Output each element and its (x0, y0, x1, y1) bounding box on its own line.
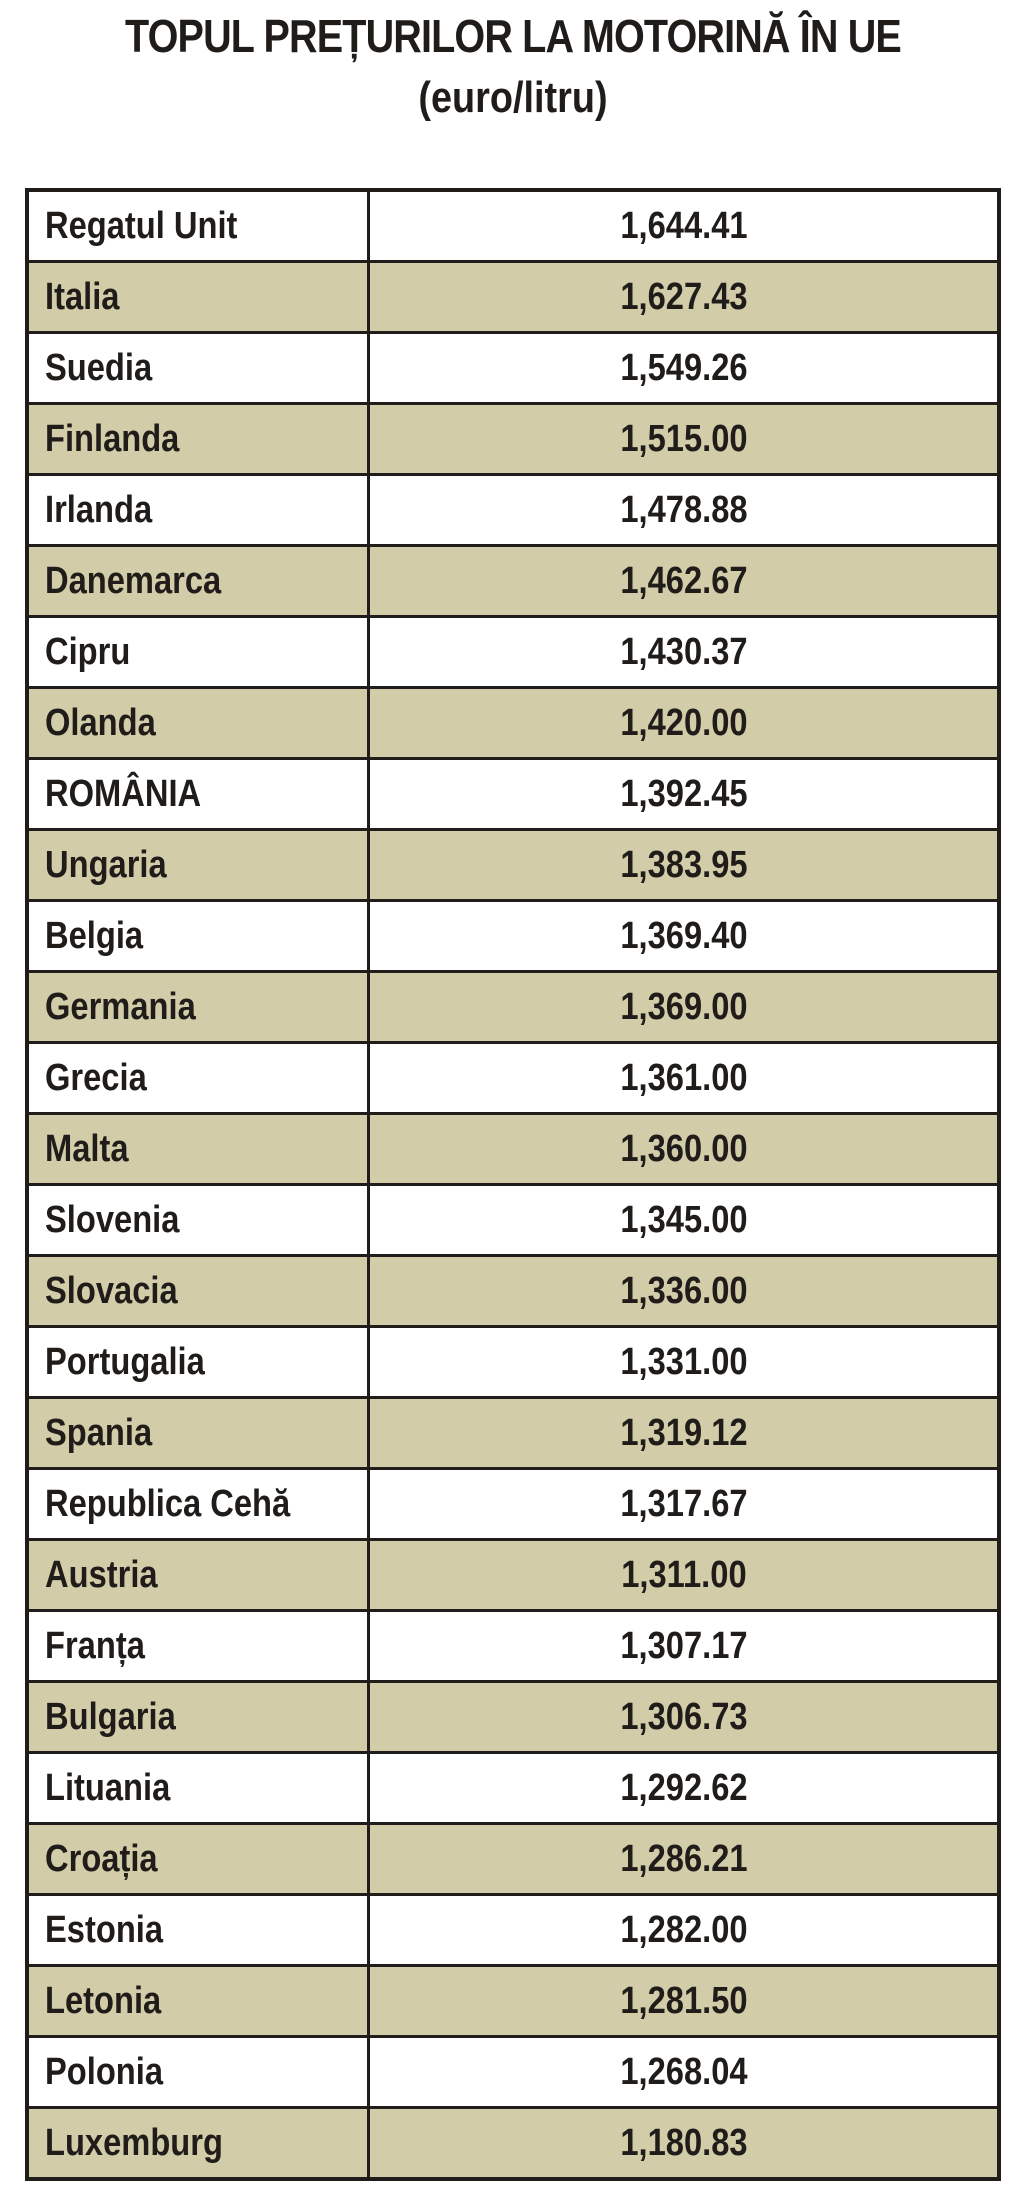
country-cell (29, 760, 370, 828)
price-cell (370, 1399, 997, 1467)
country-label: Ungaria (45, 843, 167, 886)
country-label: Suedia (45, 346, 153, 389)
price-value: 1,180.83 (619, 2121, 748, 2164)
country-cell (29, 1186, 370, 1254)
price-value: 1,430.37 (619, 630, 748, 673)
table-row (29, 263, 997, 334)
country-cell (29, 1541, 370, 1609)
country-cell (29, 1896, 370, 1964)
price-value: 1,644.41 (619, 204, 748, 247)
price-cell (370, 192, 997, 260)
price-cell (370, 902, 997, 970)
price-cell (370, 973, 997, 1041)
table-row (29, 1399, 997, 1470)
price-cell (370, 476, 997, 544)
price-value: 1,462.67 (619, 559, 748, 602)
country-cell (29, 1825, 370, 1893)
table-row (29, 1186, 997, 1257)
country-label: Slovacia (45, 1269, 178, 1312)
country-cell (29, 1683, 370, 1751)
table-row (29, 1754, 997, 1825)
price-value: 1,361.00 (619, 1056, 748, 1099)
country-cell (29, 192, 370, 260)
price-value: 1,281.50 (619, 1979, 748, 2022)
price-cell (370, 1541, 997, 1609)
country-cell (29, 1967, 370, 2035)
table-row (29, 1470, 997, 1541)
table-row (29, 831, 997, 902)
price-value: 1,360.00 (619, 1127, 748, 1170)
table-row (29, 2038, 997, 2109)
table-row (29, 689, 997, 760)
price-cell (370, 1044, 997, 1112)
table-row (29, 2109, 997, 2181)
country-label: Bulgaria (45, 1695, 176, 1738)
country-label: Irlanda (45, 488, 153, 531)
country-cell (29, 263, 370, 331)
country-cell (29, 1328, 370, 1396)
country-label: Republica Cehă (45, 1482, 291, 1525)
price-cell (370, 2038, 997, 2106)
price-cell (370, 1257, 997, 1325)
country-label: Austria (45, 1553, 158, 1596)
chart-subtitle: (euro/litru) (418, 73, 608, 122)
table-row (29, 1115, 997, 1186)
price-cell (370, 618, 997, 686)
table-row (29, 760, 997, 831)
country-label: Estonia (45, 1908, 164, 1951)
country-cell (29, 973, 370, 1041)
country-cell (29, 334, 370, 402)
price-cell (370, 1896, 997, 1964)
table-row (29, 192, 997, 263)
table-row (29, 405, 997, 476)
price-cell (370, 689, 997, 757)
country-cell (29, 1470, 370, 1538)
country-label: Danemarca (45, 559, 222, 602)
country-label: Regatul Unit (45, 204, 238, 247)
price-value: 1,331.00 (619, 1340, 748, 1383)
country-cell (29, 831, 370, 899)
price-value: 1,383.95 (619, 843, 748, 886)
country-cell (29, 476, 370, 544)
price-cell (370, 1328, 997, 1396)
table-row (29, 1896, 997, 1967)
country-cell (29, 1399, 370, 1467)
country-label: Slovenia (45, 1198, 180, 1241)
table-row (29, 1257, 997, 1328)
table-row (29, 1967, 997, 2038)
price-cell (370, 334, 997, 402)
price-cell (370, 263, 997, 331)
price-value: 1,336.00 (619, 1269, 748, 1312)
price-cell (370, 831, 997, 899)
price-value: 1,268.04 (619, 2050, 748, 2093)
table-row (29, 1044, 997, 1115)
country-label: Polonia (45, 2050, 164, 2093)
price-cell (370, 547, 997, 615)
country-label: Belgia (45, 914, 144, 957)
country-label: Grecia (45, 1056, 147, 1099)
price-cell (370, 1470, 997, 1538)
price-cell (370, 2109, 997, 2177)
price-value: 1,369.40 (619, 914, 748, 957)
price-cell (370, 1683, 997, 1751)
table-row (29, 1683, 997, 1754)
country-label: Cipru (45, 630, 131, 673)
country-label: Portugalia (45, 1340, 205, 1383)
country-cell (29, 1612, 370, 1680)
table-row (29, 1825, 997, 1896)
price-value: 1,317.67 (619, 1482, 748, 1525)
table-row (29, 334, 997, 405)
country-label: Olanda (45, 701, 156, 744)
table-row (29, 1612, 997, 1683)
price-cell (370, 405, 997, 473)
country-cell (29, 1044, 370, 1112)
price-value: 1,292.62 (619, 1766, 748, 1809)
price-value: 1,392.45 (619, 772, 748, 815)
country-cell (29, 689, 370, 757)
country-label: Croația (45, 1837, 158, 1880)
price-value: 1,311.00 (620, 1553, 747, 1596)
country-label: Luxemburg (45, 2121, 223, 2164)
country-cell (29, 1115, 370, 1183)
country-cell (29, 618, 370, 686)
country-label: Franța (45, 1624, 145, 1667)
country-cell (29, 547, 370, 615)
table-row (29, 1541, 997, 1612)
country-label: Malta (45, 1127, 129, 1170)
table-row (29, 1328, 997, 1399)
price-value: 1,319.12 (619, 1411, 748, 1454)
price-value: 1,369.00 (619, 985, 748, 1028)
price-value: 1,282.00 (619, 1908, 748, 1951)
price-value: 1,420.00 (619, 701, 748, 744)
price-value: 1,306.73 (619, 1695, 748, 1738)
price-cell (370, 1115, 997, 1183)
price-cell (370, 760, 997, 828)
country-label: Lituania (45, 1766, 171, 1809)
price-value: 1,478.88 (619, 488, 748, 531)
table-row (29, 547, 997, 618)
country-cell (29, 2038, 370, 2106)
chart-title: TOPUL PREȚURILOR LA MOTORINĂ ÎN UE (125, 10, 901, 62)
country-cell (29, 1754, 370, 1822)
country-label: ROMÂNIA (45, 772, 202, 815)
country-cell (29, 405, 370, 473)
country-label: Letonia (45, 1979, 162, 2022)
price-value: 1,345.00 (619, 1198, 748, 1241)
price-table (25, 188, 1001, 2181)
country-label: Spania (45, 1411, 153, 1454)
table-row (29, 476, 997, 547)
country-label: Germania (45, 985, 196, 1028)
price-value: 1,286.21 (619, 1837, 748, 1880)
country-cell (29, 902, 370, 970)
price-cell (370, 1825, 997, 1893)
price-value: 1,549.26 (619, 346, 748, 389)
table-row (29, 973, 997, 1044)
country-cell (29, 1257, 370, 1325)
price-cell (370, 1612, 997, 1680)
country-cell (29, 2109, 370, 2177)
table-row (29, 902, 997, 973)
price-cell (370, 1967, 997, 2035)
country-label: Finlanda (45, 417, 180, 460)
price-cell (370, 1186, 997, 1254)
price-value: 1,627.43 (619, 275, 748, 318)
price-value: 1,307.17 (619, 1624, 748, 1667)
table-row (29, 618, 997, 689)
price-cell (370, 1754, 997, 1822)
country-label: Italia (45, 275, 120, 318)
price-value: 1,515.00 (619, 417, 748, 460)
